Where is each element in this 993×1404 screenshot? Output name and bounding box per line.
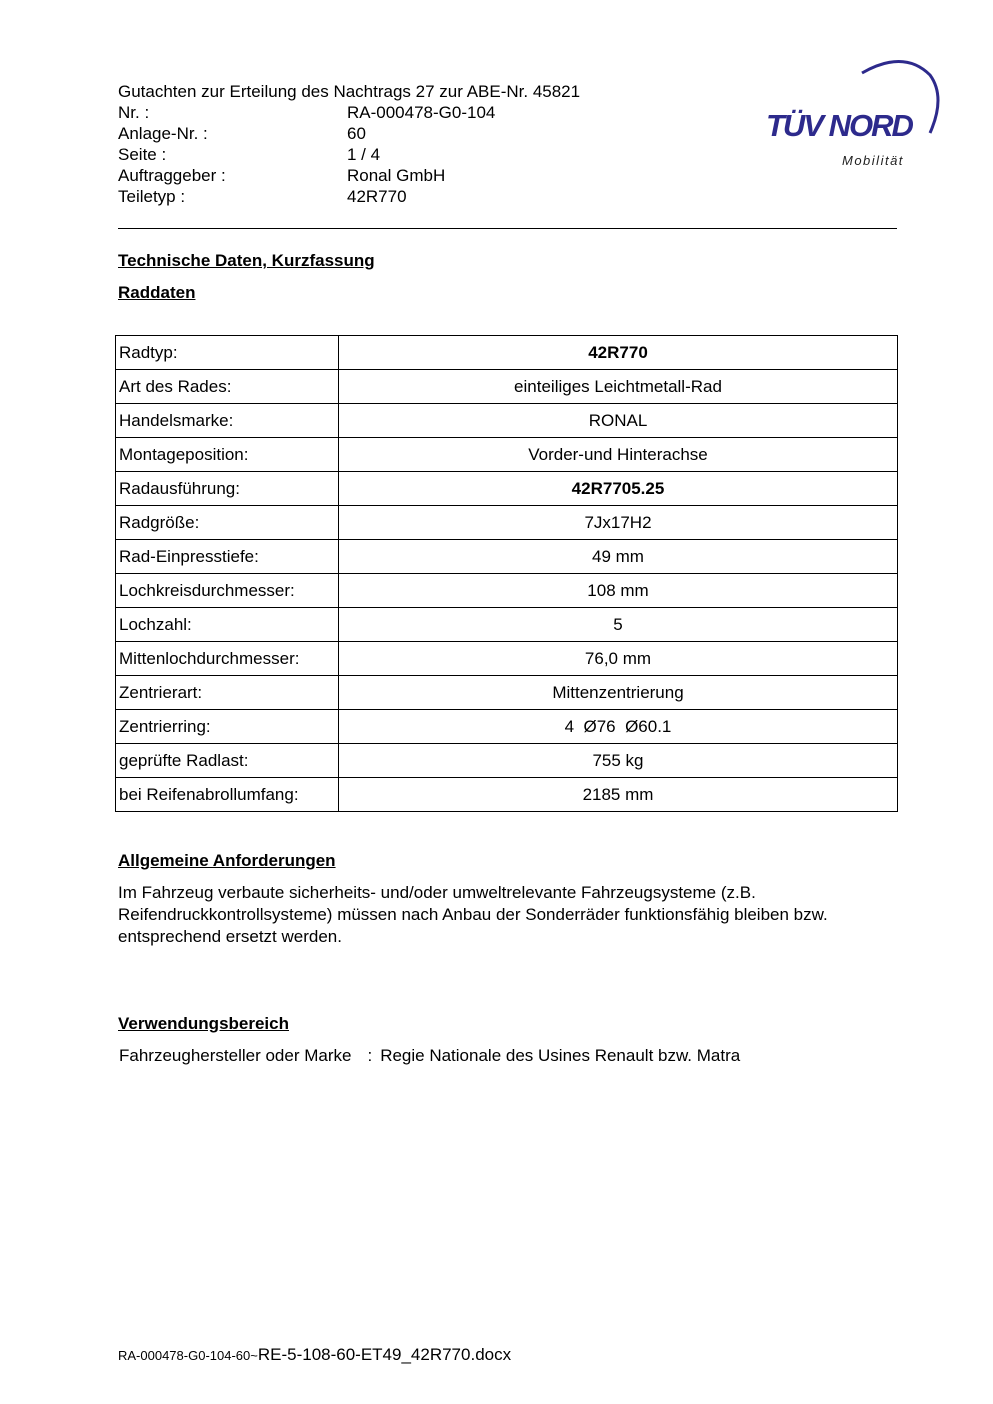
meta-label: Nr. : xyxy=(118,103,150,122)
table-row xyxy=(116,506,898,540)
heading-technical: Technische Daten, Kurzfassung xyxy=(118,251,375,270)
usage-value: Regie Nationale des Usines Renault bzw. Matra xyxy=(380,1046,741,1065)
spec-label: geprüfte Radlast: xyxy=(116,744,339,778)
spec-label: Zentrierart: xyxy=(116,676,339,710)
footer-prefix: RA-000478-G0-104-60~ xyxy=(118,1348,258,1363)
spec-label: Zentrierring: xyxy=(116,710,339,744)
page-footer xyxy=(118,1345,511,1365)
spec-value: 755 kg xyxy=(339,744,898,778)
usage-separator: : xyxy=(367,1046,373,1065)
table-row xyxy=(116,574,898,608)
spec-value: 76,0 mm xyxy=(339,642,898,676)
spec-value: 4 Ø76 Ø60.1 xyxy=(339,710,898,744)
table-row xyxy=(116,744,898,778)
table-row xyxy=(116,540,898,574)
meta-label: Seite : xyxy=(118,145,167,164)
spec-value: Mittenzentrierung xyxy=(339,676,898,710)
meta-row-nr xyxy=(118,102,580,123)
header-divider xyxy=(118,228,897,229)
logo-brand: TÜV NORD xyxy=(766,108,912,143)
meta-value: 1 / 4 xyxy=(347,145,381,164)
spec-label: Lochzahl: xyxy=(116,608,339,642)
logo-tagline: Mobilität xyxy=(842,153,904,168)
table-row xyxy=(116,642,898,676)
meta-row-teiletyp xyxy=(118,186,580,207)
heading-wheel-data: Raddaten xyxy=(118,283,196,302)
meta-value: Ronal GmbH xyxy=(347,166,446,185)
spec-value: einteiliges Leichtmetall-Rad xyxy=(339,370,898,404)
spec-label: Radausführung: xyxy=(116,472,339,506)
spec-label: Art des Rades: xyxy=(116,370,339,404)
spec-value: 2185 mm xyxy=(339,778,898,812)
table-row xyxy=(116,676,898,710)
meta-value: 42R770 xyxy=(347,187,407,206)
heading-usage: Verwendungsbereich xyxy=(118,1014,289,1033)
spec-value: Vorder-und Hinterachse xyxy=(339,438,898,472)
spec-label: Mittenlochdurchmesser: xyxy=(116,642,339,676)
table-row xyxy=(116,608,898,642)
document-header xyxy=(118,81,580,207)
spec-label: Lochkreisdurchmesser: xyxy=(116,574,339,608)
table-row xyxy=(116,472,898,506)
usage-label: Fahrzeughersteller oder Marke xyxy=(119,1046,352,1065)
document-title: Gutachten zur Erteilung des Nachtrags 27 zur ABE-Nr. 45821 xyxy=(118,82,581,101)
footer-filename: RE-5-108-60-ET49_42R770.docx xyxy=(257,1345,512,1364)
spec-label: bei Reifenabrollumfang: xyxy=(116,778,339,812)
table-row xyxy=(116,336,898,370)
table-row xyxy=(116,778,898,812)
spec-label: Handelsmarke: xyxy=(116,404,339,438)
spec-value: 108 mm xyxy=(339,574,898,608)
spec-value: RONAL xyxy=(339,404,898,438)
tuv-nord-logo xyxy=(764,57,940,172)
table-row xyxy=(116,438,898,472)
spec-value: 49 mm xyxy=(339,540,898,574)
spec-value: 42R770 xyxy=(339,336,898,370)
heading-general: Allgemeine Anforderungen xyxy=(118,851,336,870)
spec-label: Montageposition: xyxy=(116,438,339,472)
meta-value: 60 xyxy=(347,124,366,143)
meta-row-anlage xyxy=(118,123,580,144)
meta-row-seite xyxy=(118,144,580,165)
spec-value: 7Jx17H2 xyxy=(339,506,898,540)
general-requirements-text: Im Fahrzeug verbaute sicherheits- und/oder umweltrelevante Fahrzeugsysteme (z.B. Reifendruckkontrollsysteme) müssen nach Anbau der Sonderräder funktionsfähig bleiben bzw. entsprechend ersetzt werden. xyxy=(118,883,828,946)
meta-row-auftraggeber xyxy=(118,165,580,186)
table-row xyxy=(116,370,898,404)
meta-label: Auftraggeber : xyxy=(118,166,226,185)
spec-value: 5 xyxy=(339,608,898,642)
wheel-spec-table xyxy=(115,335,898,812)
table-row xyxy=(116,710,898,744)
usage-row xyxy=(119,1046,740,1066)
spec-label: Radgröße: xyxy=(116,506,339,540)
meta-value: RA-000478-G0-104 xyxy=(347,103,496,122)
meta-label: Anlage-Nr. : xyxy=(118,124,208,143)
table-row xyxy=(116,404,898,438)
meta-label: Teiletyp : xyxy=(118,187,186,206)
spec-label: Rad-Einpresstiefe: xyxy=(116,540,339,574)
spec-label: Radtyp: xyxy=(116,336,339,370)
spec-value: 42R7705.25 xyxy=(339,472,898,506)
